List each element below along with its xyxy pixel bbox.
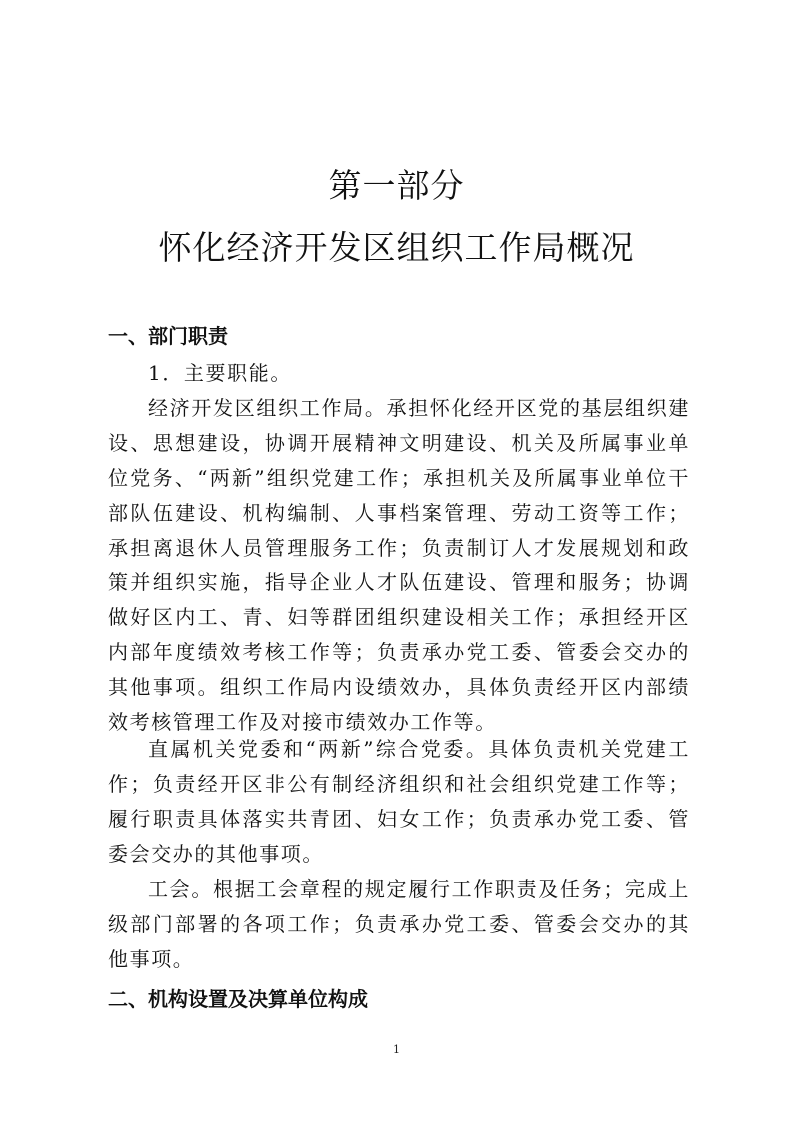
section-body-union bbox=[108, 872, 690, 977]
section-heading-structure: 二、机构设置及决算单位构成 bbox=[108, 987, 368, 1011]
document-subtitle: 怀化经济开发区组织工作局概况 bbox=[158, 228, 635, 267]
page-number: 1 bbox=[393, 1043, 400, 1056]
document-title: 第一部分 bbox=[328, 166, 465, 205]
section-body-duties bbox=[108, 356, 690, 740]
paragraph-party-committee: 直属机关党委和“两新”综合党委。具体负责机关党建工作；负责经开区非公有制经济组织和社会组织党建工作等；履行职责具体落实共青团、妇女工作；负责承办党工委、管委会交办的其他事项。 bbox=[108, 737, 690, 866]
section-body-party-committee bbox=[108, 732, 690, 872]
paragraph-trade-union: 工会。根据工会章程的规定履行工作职责及任务；完成上级部门部署的各项工作；负责承办党工委、管委会交办的其他事项。 bbox=[108, 877, 690, 971]
paragraph-organization-bureau: 经济开发区组织工作局。承担怀化经开区党的基层组织建设、思想建设，协调开展精神文明建设、机关及所属事业单位党务、“两新”组织党建工作；承担机关及所属事业单位干部队伍建设、机构编制、人事档案管理、劳动工资等工作；承担离退休人员管理服务工作；负责制订人才发展规划和政策并组织实施，指导企业人才队伍建设、管理和服务；协调做好区内工、青、妇等群团组织建设相关工作；承担经开区内部年度绩效考核工作等；负责承办党工委、管委会交办的其他事项。组织工作局内设绩效办，具体负责经开区内部绩效考核管理工作及对接市绩效办工作等。 bbox=[108, 395, 690, 735]
main-function-label: 1．主要职能。 bbox=[148, 361, 292, 385]
section-heading-duties: 一、部门职责 bbox=[108, 324, 228, 348]
